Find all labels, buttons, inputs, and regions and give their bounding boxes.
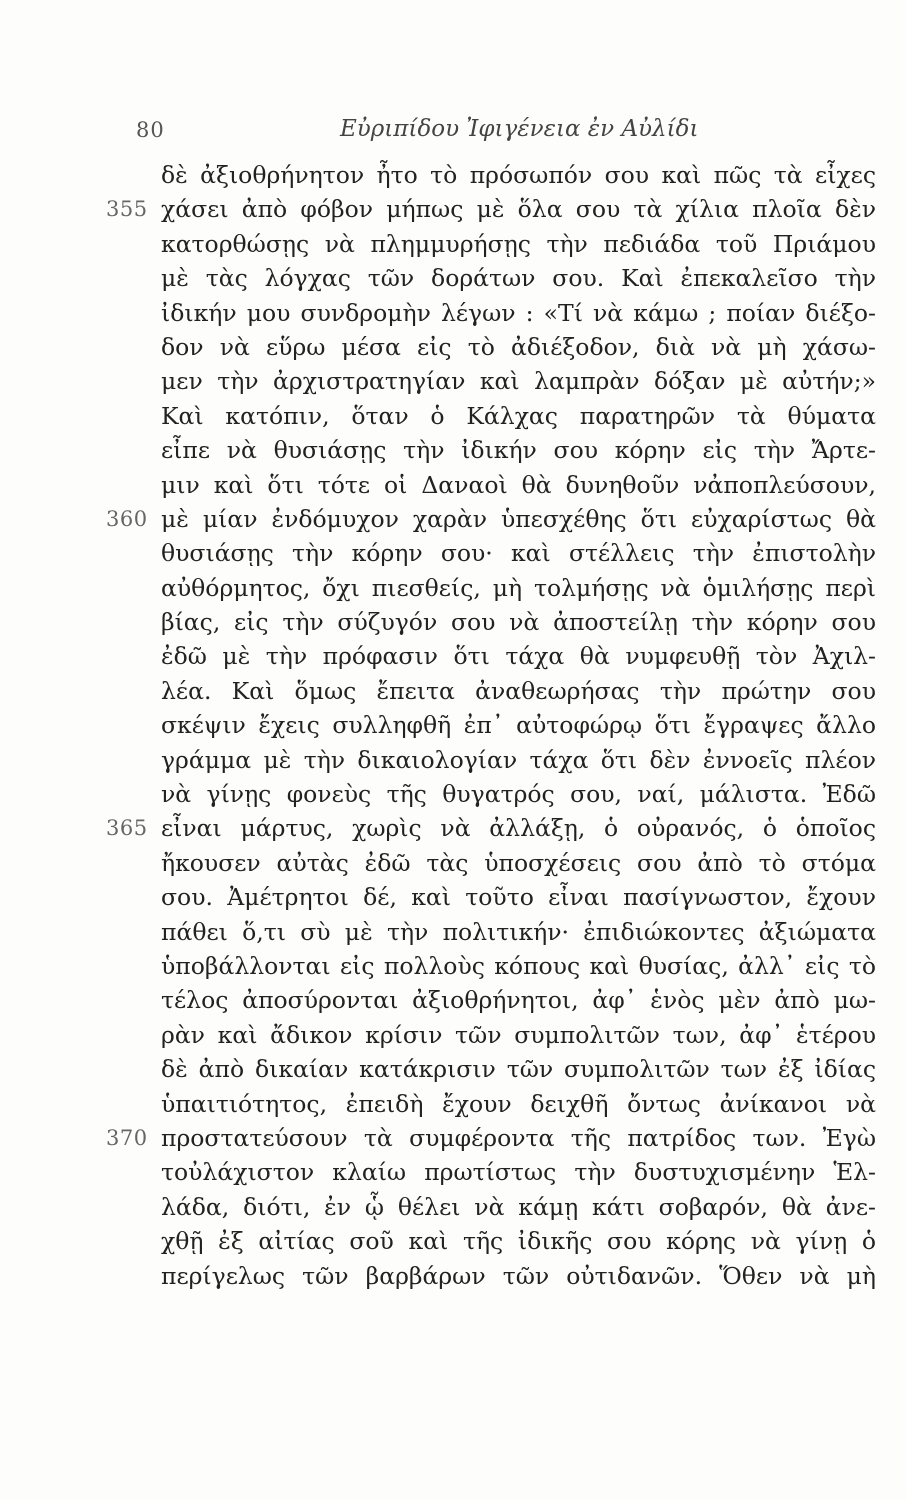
text-line (0, 571, 906, 605)
text-line (0, 983, 906, 1017)
line-text: ἰδικήν μου συνδρομὴν λέγων : «Τί νὰ κάμω ; ποίαν διέξο- (161, 298, 876, 327)
text-line (0, 158, 906, 192)
line-text: κατορθώσῃς νὰ πλημμυρήσῃς τὴν πεδιάδα τοῦ Πριάμου (161, 229, 876, 258)
text-line (0, 846, 906, 880)
line-text: νὰ γίνῃς φονεὺς τῆς θυγατρός σου, ναί, μάλιστα. Ἐδῶ (161, 780, 876, 809)
text-line (0, 296, 906, 330)
text-line (0, 1121, 906, 1155)
line-text: τοὐλάχιστον κλαίω πρωτίστως τὴν δυστυχισμένην Ἑλ- (161, 1158, 876, 1187)
line-text: βίας, εἰς τὴν σύζυγόν σου νὰ ἀποστείλῃ τὴν κόρην σου (161, 608, 876, 637)
text-line (0, 605, 906, 639)
line-text: προστατεύσουν τὰ συμφέροντα τῆς πατρίδος των. Ἐγὼ (161, 1123, 876, 1152)
text-line (0, 1087, 906, 1121)
line-text: ἐδῶ μὲ τὴν πρόφασιν ὅτι τάχα θὰ νυμφευθῇ τὸν Ἀχιλ- (161, 642, 876, 671)
text-line (0, 1190, 906, 1224)
line-text: ὑποβάλλονται εἰς πολλοὺς κόπους καὶ θυσίας, ἀλλ᾿ εἰς τὸ (161, 951, 876, 980)
text-line (0, 1018, 906, 1052)
line-text: τέλος ἀποσύρονται ἀξιοθρήνητοι, ἀφ᾿ ἑνὸς μὲν ἀπὸ μω- (161, 986, 876, 1015)
line-text: χάσει ἀπὸ φόβον μήπως μὲ ὅλα σου τὰ χίλια πλοῖα δὲν (161, 195, 876, 224)
running-title: Εὐριπίδου Ἰφιγένεια ἐν Αὐλίδι (340, 116, 699, 142)
line-text: πάθει ὅ,τι σὺ μὲ τὴν πολιτικήν· ἐπιδιώκοντες ἀξιώματα (161, 917, 876, 946)
line-text: περίγελως τῶν βαρβάρων τῶν οὐτιδανῶν. Ὅθεν νὰ μὴ (161, 1261, 876, 1290)
line-text: μεν τὴν ἀρχιστρατηγίαν καὶ λαμπρὰν δόξαν μὲ αὐτήν;» (161, 367, 876, 396)
page-number: 80 (136, 118, 165, 142)
text-line (0, 502, 906, 536)
line-number: 365 (106, 816, 148, 841)
line-text: μιν καὶ ὅτι τότε οἱ Δαναοὶ θὰ δυνηθοῦν νἀποπλεύσουν, (161, 470, 876, 499)
line-text: δὲ ἀξιοθρήνητον ἦτο τὸ πρόσωπόν σου καὶ πῶς τὰ εἶχες (161, 161, 876, 189)
text-line (0, 1052, 906, 1086)
line-text: δον νὰ εὕρω μέσα εἰς τὸ ἀδιέξοδον, διὰ νὰ μὴ χάσω- (161, 332, 876, 361)
text-line (0, 1259, 906, 1293)
line-text: εἶπε νὰ θυσιάσῃς τὴν ἰδικήν σου κόρην εἰς τὴν Ἄρτε- (161, 436, 876, 465)
line-text: ρὰν καὶ ἄδικον κρίσιν τῶν συμπολιτῶν των, ἀφ᾿ ἑτέρου (161, 1020, 876, 1049)
text-line (0, 1224, 906, 1258)
line-number: 355 (106, 197, 148, 222)
text-line (0, 364, 906, 398)
line-text: σου. Ἀμέτρητοι δέ, καὶ τοῦτο εἶναι πασίγνωστον, ἔχουν (161, 883, 876, 912)
text-line (0, 674, 906, 708)
line-text: λέα. Καὶ ὅμως ἔπειτα ἀναθεωρήσας τὴν πρώτην σου (161, 676, 876, 705)
text-line (0, 433, 906, 467)
text-line (0, 743, 906, 777)
text-line (0, 880, 906, 914)
text-line (0, 639, 906, 673)
line-text: εἶναι μάρτυς, χωρὶς νὰ ἀλλάξῃ, ὁ οὐρανός, ὁ ὁποῖος (161, 814, 876, 843)
text-line (0, 811, 906, 845)
line-text: ὑπαιτιότητος, ἐπειδὴ ἔχουν δειχθῆ ὄντως ἀνίκανοι νὰ (161, 1089, 876, 1118)
text-line (0, 708, 906, 742)
line-text: γράμμα μὲ τὴν δικαιολογίαν τάχα ὅτι δὲν ἐννοεῖς πλέον (161, 745, 876, 774)
line-number: 360 (106, 506, 148, 531)
line-text: χθῇ ἐξ αἰτίας σοῦ καὶ τῆς ἰδικῆς σου κόρης νὰ γίνῃ ὁ (161, 1227, 876, 1256)
text-line (0, 399, 906, 433)
line-text: αὐθόρμητος, ὄχι πιεσθείς, μὴ τολμήσῃς νὰ ὁμιλήσῃς περὶ (161, 573, 876, 602)
text-line (0, 227, 906, 261)
text-line (0, 536, 906, 570)
text-line (0, 468, 906, 502)
text-line (0, 949, 906, 983)
body-text (0, 158, 906, 1293)
line-number: 370 (106, 1125, 148, 1150)
running-head (0, 118, 906, 148)
text-line (0, 1155, 906, 1189)
text-line (0, 777, 906, 811)
line-text: Καὶ κατόπιν, ὅταν ὁ Κάλχας παρατηρῶν τὰ θύματα (161, 401, 876, 430)
text-line (0, 915, 906, 949)
line-text: δὲ ἀπὸ δικαίαν κατάκρισιν τῶν συμπολιτῶν των ἐξ ἰδίας (161, 1055, 876, 1084)
line-text: λάδα, διότι, ἐν ᾧ θέλει νὰ κάμῃ κάτι σοβαρόν, θὰ ἀνε- (161, 1192, 876, 1221)
line-text: μὲ τὰς λόγχας τῶν δοράτων σου. Καὶ ἐπεκαλεῖσο τὴν (161, 264, 876, 293)
text-line (0, 330, 906, 364)
line-text: μὲ μίαν ἐνδόμυχον χαρὰν ὑπεσχέθης ὅτι εὐχαρίστως θὰ (161, 504, 876, 533)
text-line (0, 192, 906, 226)
line-text: σκέψιν ἔχεις συλληφθῆ ἐπ᾿ αὐτοφώρῳ ὅτι ἔγραψες ἄλλο (161, 711, 876, 740)
text-line (0, 261, 906, 295)
line-text: ἤκουσεν αὐτὰς ἐδῶ τὰς ὑποσχέσεις σου ἀπὸ τὸ στόμα (161, 848, 876, 877)
line-text: θυσιάσῃς τὴν κόρην σου· καὶ στέλλεις τὴν ἐπιστολὴν (161, 539, 876, 568)
